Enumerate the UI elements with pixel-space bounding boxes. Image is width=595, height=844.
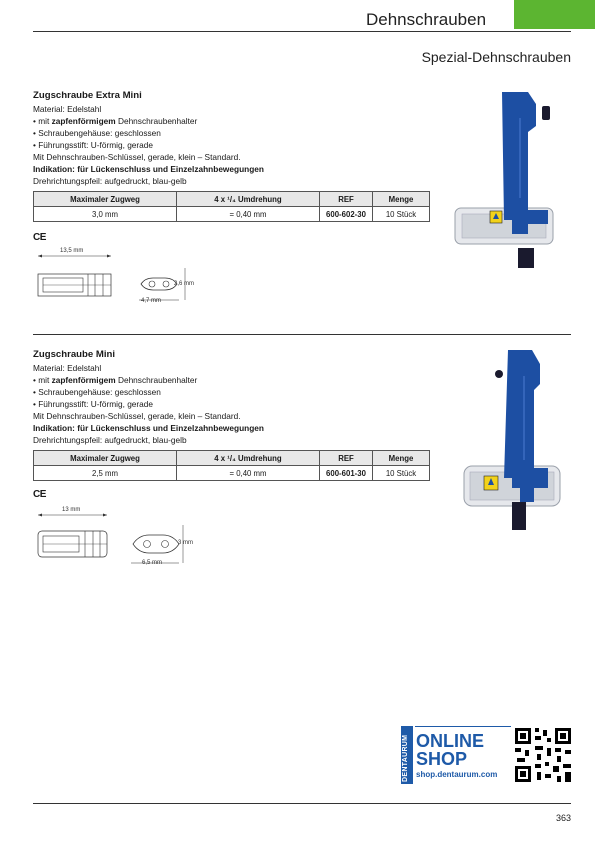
column-header: Menge — [373, 451, 430, 466]
column-header: REF — [320, 192, 373, 207]
dimension-length: 13,5 mm — [60, 248, 84, 254]
column-header: 4 x ¹/₄ Umdrehung — [177, 192, 320, 207]
feature-line: • Führungsstift: U-förmig, gerade — [33, 140, 154, 150]
feature-line: • Schraubengehäuse: geschlossen — [33, 387, 161, 397]
table-header-row — [34, 192, 430, 207]
indication-line: Indikation: für Lückenschluss und Einzelzahnbewegungen — [33, 423, 264, 433]
section-divider — [33, 334, 571, 335]
table-cell: 600-601-30 — [320, 466, 373, 481]
feature-line: • mit zapfenförmigem Dehnschraubenhalter — [33, 116, 198, 126]
technical-drawing — [33, 254, 193, 310]
header-divider — [33, 31, 571, 32]
table-header-row — [34, 451, 430, 466]
qr-code-icon[interactable] — [513, 726, 573, 784]
table-cell: 600-602-30 — [320, 207, 373, 222]
product-image-mini — [460, 348, 575, 530]
table-cell: 10 Stück — [373, 207, 430, 222]
table-cell: 3,0 mm — [34, 207, 177, 222]
ce-mark: CE — [33, 489, 46, 500]
indication-line: Indikation: für Lückenschluss und Einzelzahnbewegungen — [33, 164, 264, 174]
feature-line: • Schraubengehäuse: geschlossen — [33, 128, 161, 138]
online-shop-block[interactable] — [401, 726, 573, 786]
table-cell: 10 Stück — [373, 466, 430, 481]
material-line: Material: Edelstahl — [33, 104, 102, 114]
page-section-title: Dehnschrauben — [366, 10, 487, 29]
shop-heading-line1: ONLINE — [416, 731, 485, 751]
shop-heading-line2: SHOP — [416, 749, 468, 769]
section-color-tab — [514, 0, 595, 29]
column-header: REF — [320, 451, 373, 466]
column-header: Maximaler Zugweg — [34, 451, 177, 466]
dimension-length: 13 mm — [62, 507, 81, 513]
arrow-line: Drehrichtungspfeil: aufgedruckt, blau-gelb — [33, 176, 187, 186]
brand-vertical-label: DENTAURUM — [401, 726, 413, 784]
spec-table — [33, 450, 430, 481]
column-header: Menge — [373, 192, 430, 207]
product-title: Zugschraube Extra Mini — [33, 90, 142, 101]
footer-divider — [33, 803, 571, 804]
product-description-extra-mini — [33, 90, 443, 187]
dimension-height: 3 mm — [178, 540, 193, 546]
feature-line: • mit zapfenförmigem Dehnschraubenhalter — [33, 375, 198, 385]
ce-mark: CE — [33, 232, 46, 243]
shop-top-line — [415, 726, 511, 727]
table-cell: = 0,40 mm — [177, 466, 320, 481]
dimension-height: 2,6 mm — [174, 281, 195, 287]
spec-table — [33, 191, 430, 222]
product-description-mini — [33, 349, 443, 446]
shop-url-link[interactable]: shop.dentaurum.com — [416, 770, 498, 779]
page-number: 363 — [555, 813, 571, 823]
material-line: Material: Edelstahl — [33, 363, 102, 373]
feature-line: • Führungsstift: U-förmig, gerade — [33, 399, 154, 409]
product-image-extra-mini — [452, 88, 572, 270]
table-cell: = 0,40 mm — [177, 207, 320, 222]
product-title: Zugschraube Mini — [33, 349, 116, 360]
table-row — [34, 207, 430, 222]
key-line: Mit Dehnschrauben-Schlüssel, gerade, klein – Standard. — [33, 411, 241, 421]
page-subtitle: Spezial-Dehnschrauben — [421, 49, 571, 65]
key-line: Mit Dehnschrauben-Schlüssel, gerade, klein – Standard. — [33, 152, 241, 162]
column-header: 4 x ¹/₄ Umdrehung — [177, 451, 320, 466]
dimension-width: 6,5 mm — [142, 560, 163, 566]
dimension-width: 4,7 mm — [141, 298, 162, 304]
table-row — [34, 466, 430, 481]
arrow-line: Drehrichtungspfeil: aufgedruckt, blau-gelb — [33, 435, 187, 445]
table-cell: 2,5 mm — [34, 466, 177, 481]
column-header: Maximaler Zugweg — [34, 192, 177, 207]
